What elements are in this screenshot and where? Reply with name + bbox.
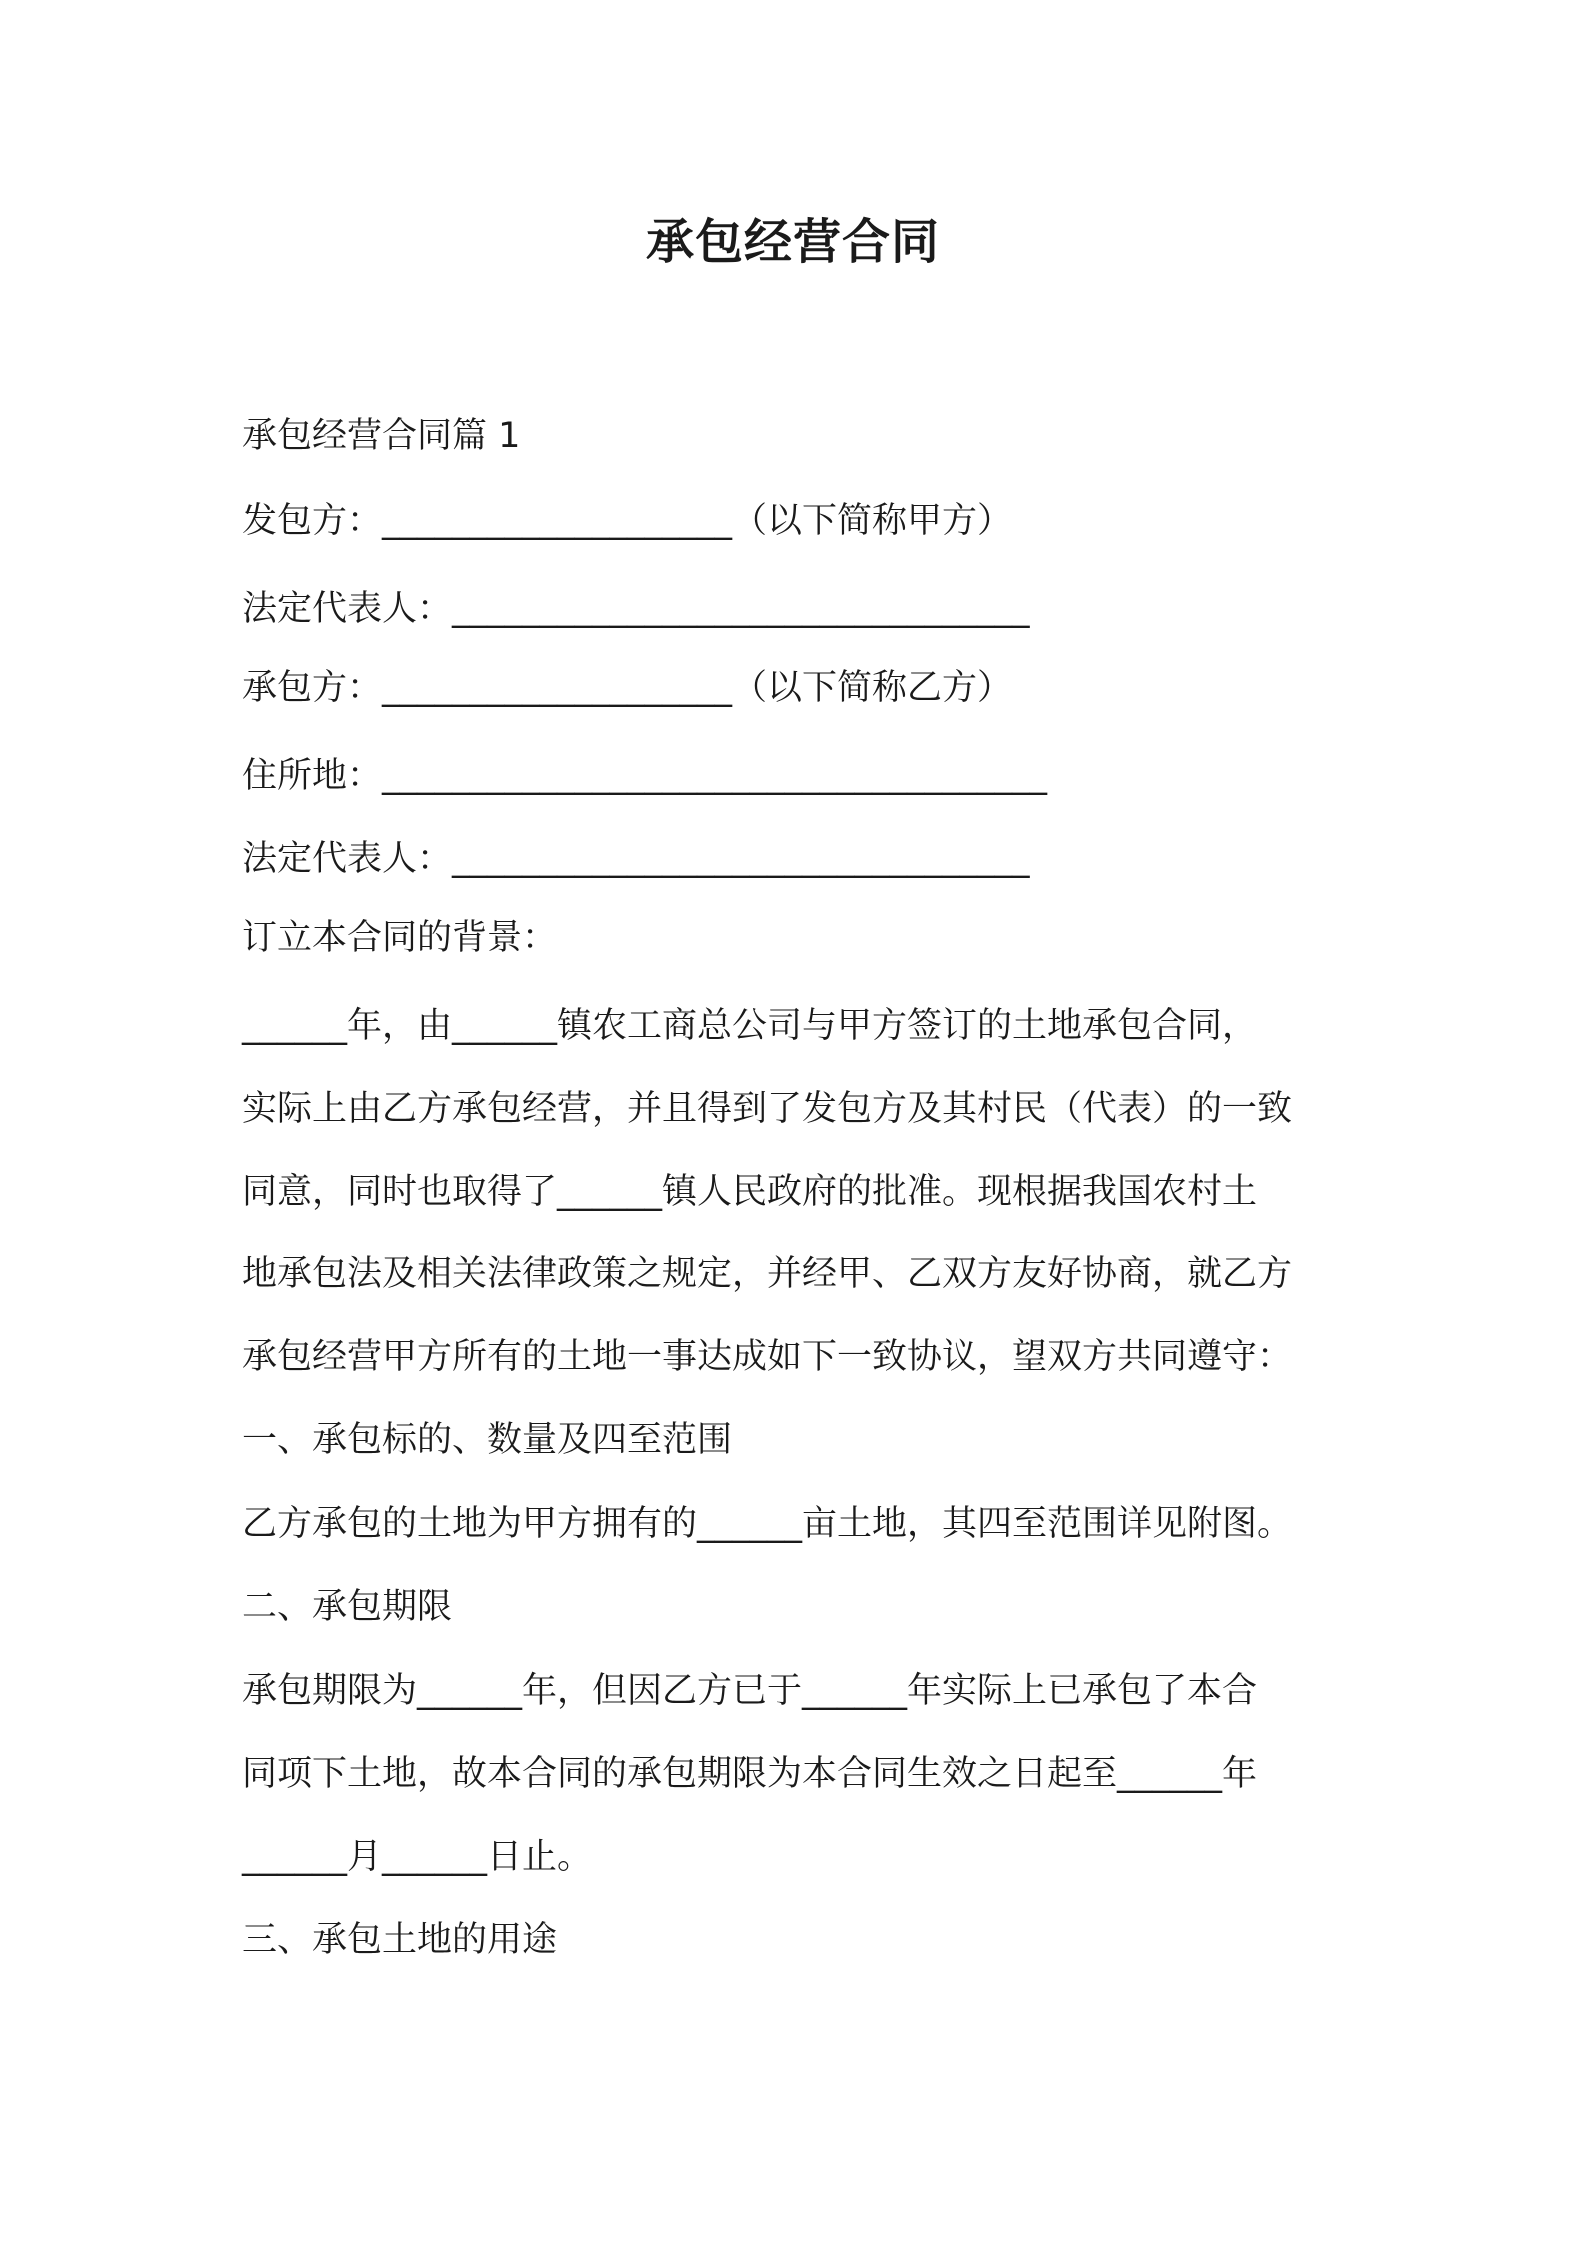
document-title: 承包经营合同 <box>645 214 940 270</box>
paragraph-line: 地承包法及相关法律政策之规定，并经甲、乙双方友好协商，就乙方 <box>242 1254 1293 1294</box>
clause-heading: 一、承包标的、数量及四至范围 <box>242 1420 733 1460</box>
paragraph-line: 乙方承包的土地为甲方拥有的______亩土地，其四至范围详见附图。 <box>242 1504 1293 1544</box>
section-heading: 承包经营合同篇 1 <box>242 416 521 456</box>
paragraph-line: 承包期限为______年，但因乙方已于______年实际上已承包了本合 <box>242 1671 1258 1711</box>
paragraph-line: 承包经营甲方所有的土地一事达成如下一致协议，望双方共同遵守： <box>242 1337 1293 1377</box>
issuer-field: 发包方：____________________（以下简称甲方） <box>242 501 1013 541</box>
issuer-representative-field: 法定代表人：_________________________________ <box>242 589 1030 629</box>
address-field: 住所地：______________________________________ <box>242 756 1048 796</box>
paragraph-line: 实际上由乙方承包经营，并且得到了发包方及其村民（代表）的一致 <box>242 1089 1293 1129</box>
paragraph-line: 同项下土地，故本合同的承包期限为本合同生效之日起至______年 <box>242 1754 1258 1794</box>
clause-heading: 三、承包土地的用途 <box>242 1920 558 1960</box>
contractor-field: 承包方：____________________（以下简称乙方） <box>242 668 1013 708</box>
clause-heading: 二、承包期限 <box>242 1587 453 1627</box>
paragraph-line: ______年，由______镇农工商总公司与甲方签订的土地承包合同， <box>242 1006 1258 1046</box>
background-heading: 订立本合同的背景： <box>242 918 558 958</box>
contractor-representative-field: 法定代表人：_________________________________ <box>242 839 1030 879</box>
paragraph-line: 同意，同时也取得了______镇人民政府的批准。现根据我国农村土 <box>242 1172 1258 1212</box>
paragraph-line: ______月______日止。 <box>242 1837 593 1877</box>
